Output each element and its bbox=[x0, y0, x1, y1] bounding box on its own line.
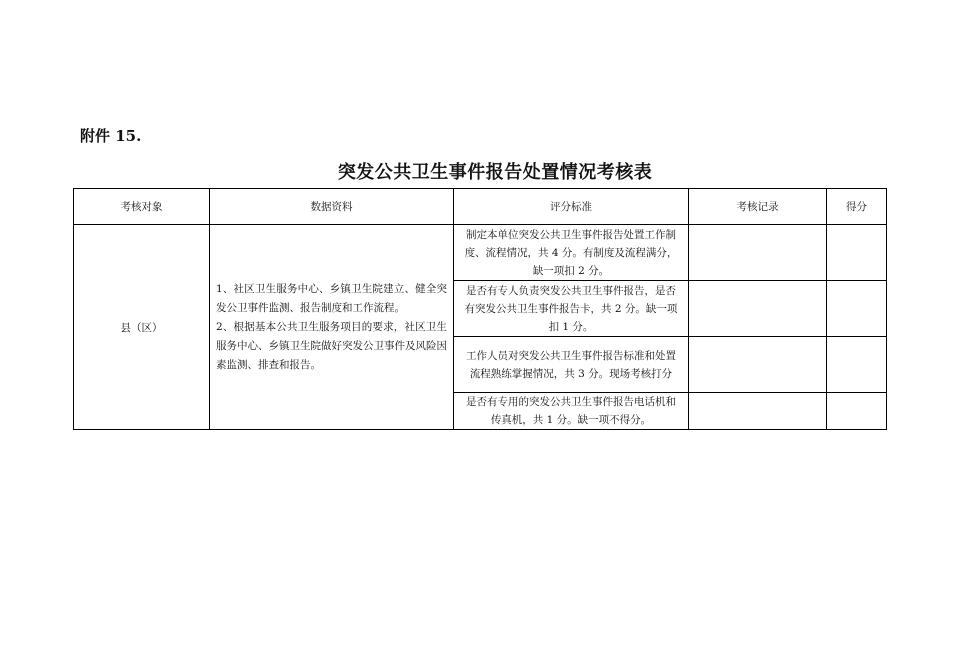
header-criteria: 评分标准 bbox=[454, 189, 689, 225]
criterion-1: 制定本单位突发公共卫生事件报告处置工作制度、流程情况，共 4 分。有制度及流程满分，缺一项扣 2 分。 bbox=[454, 225, 689, 281]
assessment-table bbox=[73, 188, 887, 430]
criterion-3: 工作人员对突发公共卫生事件报告标准和处置流程熟练掌握情况，共 3 分。现场考核打分 bbox=[454, 337, 689, 393]
header-target: 考核对象 bbox=[74, 189, 210, 225]
criterion-4: 是否有专用的突发公共卫生事件报告电话机和传真机，共 1 分。缺一项不得分。 bbox=[454, 393, 689, 430]
attachment-label: 附件 15. bbox=[80, 127, 142, 145]
data-line-1: 1、社区卫生服务中心、乡镇卫生院建立、健全突发公卫事件监测、报告制度和工作流程。 bbox=[216, 282, 447, 314]
header-score: 得分 bbox=[827, 189, 887, 225]
table-header-row bbox=[74, 189, 887, 225]
criterion-2: 是否有专人负责突发公共卫生事件报告，是否有突发公共卫生事件报告卡，共 2 分。缺一项扣 1 分。 bbox=[454, 281, 689, 337]
record-cell-3[interactable] bbox=[689, 337, 827, 393]
record-cell-2[interactable] bbox=[689, 281, 827, 337]
record-cell-4[interactable] bbox=[689, 393, 827, 430]
data-line-2: 2、根据基本公共卫生服务项目的要求，社区卫生服务中心、乡镇卫生院做好突发公卫事件及风险因素监测、排查和报告。 bbox=[216, 320, 447, 371]
data-materials bbox=[210, 225, 454, 430]
score-cell-4[interactable] bbox=[827, 393, 887, 430]
score-cell-3[interactable] bbox=[827, 337, 887, 393]
record-cell-1[interactable] bbox=[689, 225, 827, 281]
assessment-target: 县（区） bbox=[74, 225, 210, 430]
header-data: 数据资料 bbox=[210, 189, 454, 225]
score-cell-2[interactable] bbox=[827, 281, 887, 337]
table-row bbox=[74, 225, 887, 281]
score-cell-1[interactable] bbox=[827, 225, 887, 281]
header-record: 考核记录 bbox=[689, 189, 827, 225]
page-title: 突发公共卫生事件报告处置情况考核表 bbox=[337, 162, 653, 183]
